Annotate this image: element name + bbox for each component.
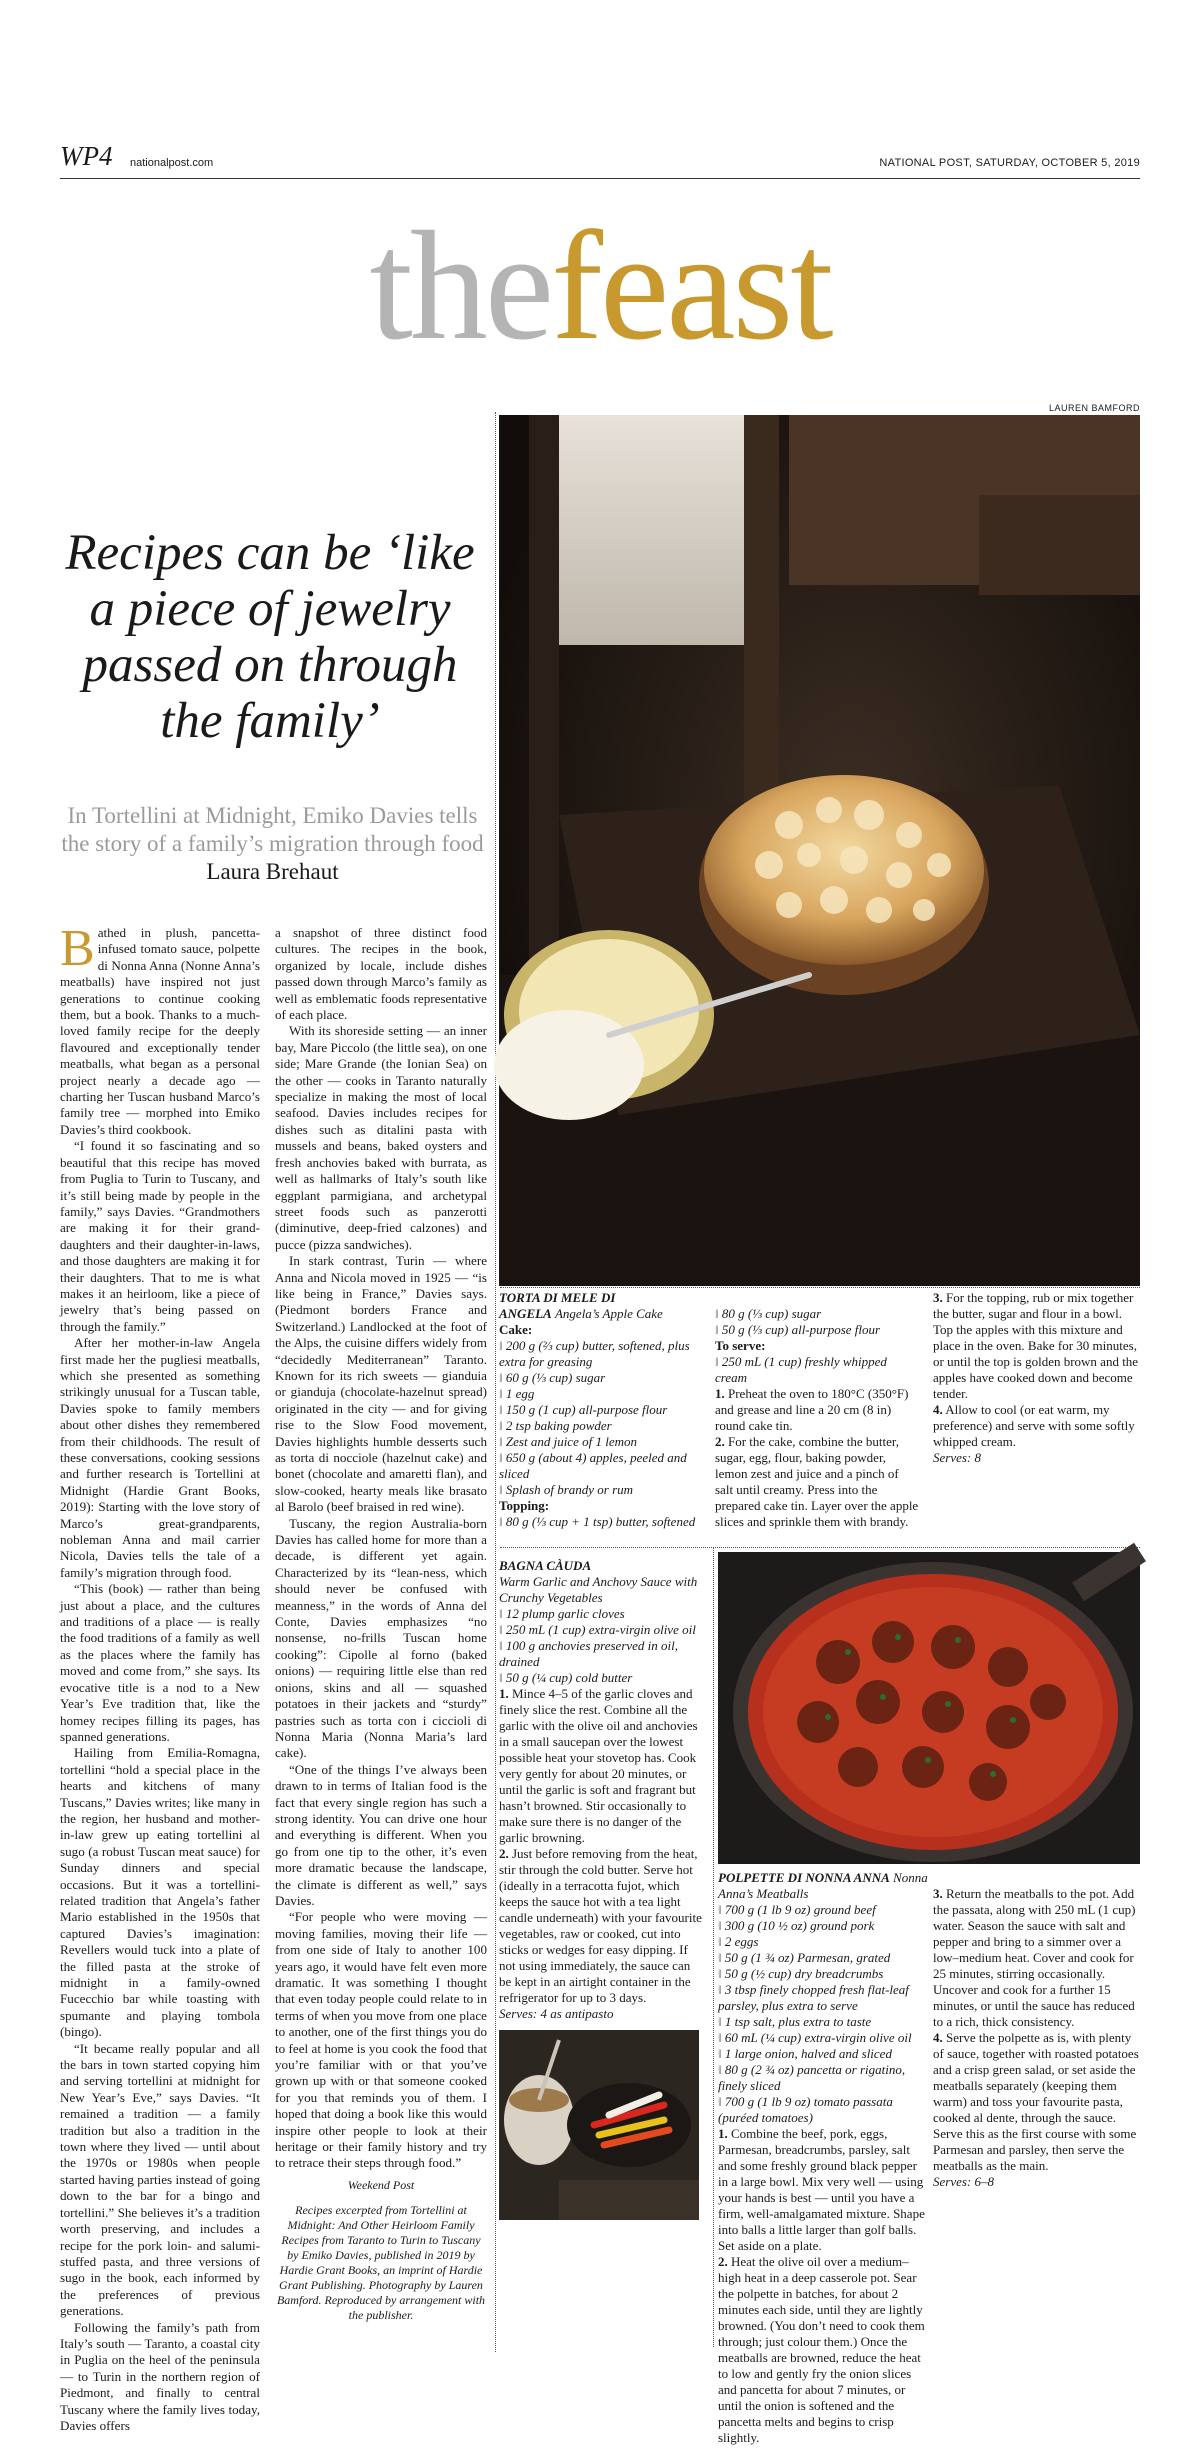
bagna-cauda-recipe: [499, 1558, 704, 2022]
ingredient: ‖ 60 g (⅓ cup) sugar: [499, 1370, 709, 1386]
ingredient: ‖ 1 tsp salt, plus extra to taste: [718, 2014, 928, 2030]
article-column-2: [275, 925, 487, 2320]
ingredient: ‖ 50 g (¼ cup) cold butter: [499, 1670, 704, 1686]
ingredient: ‖ Splash of brandy or rum: [499, 1482, 709, 1498]
ingredient: ‖ 250 mL (1 cup) freshly whipped cream: [715, 1354, 920, 1386]
apple-cake-image: [499, 415, 1140, 1286]
ingredient: ‖ 300 g (10 ½ oz) ground pork: [718, 1918, 928, 1934]
ingredient: ‖ 650 g (about 4) apples, peeled and sliced: [499, 1450, 709, 1482]
apple-cake-recipe-part-3: [933, 1290, 1140, 1466]
recipe-column-divider: [713, 1547, 714, 2347]
recipe-yield: Serves: 4 as antipasto: [499, 2006, 614, 2021]
page-header: [60, 142, 1140, 178]
page-number: WP4: [60, 141, 113, 171]
article-credits: [275, 2178, 487, 2323]
recipe-step: 3. Return the meatballs to the pot. Add the passata, along with 250 mL (1 cup) water. Season the sauce with salt and pepper and bring to a simmer over a low–medium heat. Cover and cook for 25 minutes, stirring occasionally. Uncover and cook for a further 15 minutes, or until the sauce has reduced to a rich, thick consistency.: [933, 1886, 1136, 2029]
meatballs-photo: [718, 1552, 1140, 1864]
article-paragraph: With its shoreside setting — an inner bay, Mare Piccolo (the little sea), on one side; Mare Grande (the Ionian Sea) on the other — cooks in Taranto naturally specialize in making the most of local seafood. Davies includes recipes for dishes such as ditalini pasta with mussels and beans, baked oysters and fresh anchovies baked with burrata, as well as hallmarks of Italy’s south like eggplant parmigiana, and archetypal street foods such as panzerotti (diminutive, deep-fried calzones) and pucce (pizza sandwiches).: [275, 1023, 487, 1252]
ingredient: ‖ 80 g (⅓ cup) sugar: [715, 1306, 920, 1322]
article-paragraph: After her mother-in-law Angela first made her the pugliesi meatballs, which she presented as something strikingly unusual for a Tuscan table, Davies spoke to family members about other dishes they remembered from their childhoods. The result of these conversations, cooking sessions and further research is Tortellini at Midnight (Hardie Grant Books, 2019): Starting with the love story of Marco’s great-grandparents, nobleman Anna and mail carrier Nicola, Davies tells the tale of a family’s migration through food.: [60, 1335, 260, 1580]
polpette-recipe-part-2: [933, 1886, 1140, 2190]
signoff: Weekend Post: [347, 2177, 415, 2192]
article-paragraph: “It became really popular and all the bars in town started copying him and serving tortellini at midnight for New Year’s Eve,” says Davies. “It remained a tradition — a family tradition but also a tradition in the town where they lived — until about the 1970s or 1980s when people started having parties instead of going down to the bar for a bingo and tortellini.” She believes it’s a tradition worth preserving, and includes a recipe for the pork loin- and salumi-stuffed pasta, and three versions of sugo in the book, each informed by the preferences of previous generations.: [60, 2040, 260, 2319]
ingredient: ‖ 50 g (⅓ cup) all-purpose flour: [715, 1322, 920, 1338]
pull-quote: Recipes can be ‘like a piece of jewelry passed on through the family’: [65, 525, 475, 749]
bagna-cauda-image: [499, 2030, 699, 2220]
recipe-step: 2. Just before removing from the heat, stir through the cold butter. Serve hot (ideally in a terracotta fujot, which keeps the sauce hot with a tea light candle underneath) with your favourite vegetables, raw or cooked, cut into sticks or wedges for easy dipping. If not using immediately, the sauce can be kept in an airtight container in the refrigerator for up to 3 days.: [499, 1846, 702, 2005]
polpette-recipe-part-1: [718, 1870, 928, 2446]
byline: Laura Brehaut: [206, 859, 339, 884]
recipe-yield: Serves: 6–8: [933, 2174, 995, 2189]
ingredient: ‖ 12 plump garlic cloves: [499, 1606, 704, 1622]
recipe-title: BAGNA CÀUDA: [499, 1558, 592, 1573]
deck-text: In Tortellini at Midnight, Emiko Davies tells the story of a family’s migration through food: [61, 803, 484, 856]
apple-cake-photo: [499, 415, 1140, 1286]
ingredient: ‖ 50 g (1 ¾ oz) Parmesan, grated: [718, 1950, 928, 1966]
recipe-step: 2. For the cake, combine the butter, sugar, egg, flour, baking powder, lemon zest and juice and a pinch of salt until creamy. Press into the prepared cake tin. Layer over the apple slices and sprinkle them with brandy.: [715, 1434, 919, 1529]
section-masthead: [0, 199, 1200, 372]
apple-cake-recipe-part-1: [499, 1290, 709, 1530]
recipe-step: 3. For the topping, rub or mix together the butter, sugar and flour in a bowl. Top the apples with this mixture and place in the oven. Bake for 30 minutes, or until the top is golden brown and the apples have cooked down and become tender.: [933, 1290, 1139, 1401]
article-paragraph: In stark contrast, Turin — where Anna and Nicola moved in 1925 — “is like being in France,” Davies says. (Piedmont borders France and Switzerland.) Landlocked at the foot of the Alps, the cuisine differs widely from “decidedly Mediterranean” Taranto. Known for its rich sweets — gianduia or gianduja (chocolate-hazelnut spread) originated in the city — and for giving rise to the Slow Food movement, Davies highlights humble desserts such as torta di nocciole (hazelnut cake) and bonet (chocolate and amaretti flan), and slow-cooked, hearty meals like brasato al Barolo (beef braised in red wine).: [275, 1253, 487, 1515]
masthead-feast: feast: [551, 199, 831, 372]
dateline: NATIONAL POST, SATURDAY, OCTOBER 5, 2019: [879, 157, 1140, 169]
recipe-step: 2. Heat the olive oil over a medium–high heat in a deep casserole pot. Sear the polpette in batches, for about 2 minutes each side, until they are lightly browned. (You don’t need to cook them through; just colour them.) Once the meatballs are browned, reduce the heat to low and gently fry the onion slices and pancetta for about 7 minutes, or until the onion is softened and the pancetta melts and begins to crisp slightly.: [718, 2254, 925, 2445]
recipe-subtitle: Nonna Anna’s Meatballs: [718, 1870, 928, 1901]
article-paragraph: “For people who were moving — moving families, moving their life — from one side of Italy to another 100 years ago, it would have felt even more dramatic. It was something I thought that even today people could relate to in terms of when you move from one place to another, one of the first things you do to feel at home is you cook the food that you’re familiar with or that you’ve grown up with or that someone cooked for you that reminds you of them. I hoped that doing a book like this would inspire other people to look at their heritage or their family history and try to retrace their steps through food.”: [275, 1909, 487, 2171]
ingredient: ‖ 700 g (1 lb 9 oz) ground beef: [718, 1902, 928, 1918]
ingredient: ‖ 1 large onion, halved and sliced: [718, 2046, 928, 2062]
ingredient: ‖ 60 mL (¼ cup) extra-virgin olive oil: [718, 2030, 928, 2046]
ingredient: ‖ 150 g (1 cup) all-purpose flour: [499, 1402, 709, 1418]
article-paragraph: Following the family’s path from Italy’s south — Taranto, a coastal city in Puglia on the heel of the peninsula — to Turin in the northern region of Piedmont, and finally to central Tuscany where the family lives today, Davies offers: [60, 2319, 260, 2433]
ingredient: ‖ Zest and juice of 1 lemon: [499, 1434, 709, 1450]
article-paragraph: Tuscany, the region Australia-born Davies has called home for more than a decade, is different yet again. Characterized by its “lean-ness, which should never be confused with meanness,” in the words of Anna del Conte, Davies emphasizes “no nonsense, no-frills Tuscan home cooking”: Cipolle al forno (baked onions) — requiring little else than red onions, skins and all — squashed potatoes in their jackets and “sturdy” pastries such as torta con i ciccioli di Nonna Maria (Nonna Maria’s lard cake).: [275, 1515, 487, 1761]
article-paragraph: a snapshot of three distinct food cultures. The recipes in the book, organized by locale, include dishes passed down through Marco’s family as well as emblematic foods representative of each place.: [275, 925, 487, 1023]
book-credit: Recipes excerpted from Tortellini at Midnight: And Other Heirloom Family Recipes from Taranto to Turin to Tuscany by Emiko Davies, published in 2019 by Hardie Grant Books, an imprint of Hardie Grant Publishing. Photography by Lauren Bamford. Reproduced by arrangement with the publisher.: [276, 2202, 486, 2322]
article-paragraph: “One of the things I’ve always been drawn to in terms of Italian food is the fact that every single region has such a strong identity. You can drive one hour and everything is different. When you go from one tip to the other, it’s even more dramatic because the landscape, the climate is different as well,” says Davies.: [275, 1761, 487, 1908]
ingredient: ‖ 250 mL (1 cup) extra-virgin olive oil: [499, 1622, 704, 1638]
recipe-step: 1. Combine the beef, pork, eggs, Parmesan, breadcrumbs, parsley, salt and some freshly ground black pepper in a large bowl. Mix very well — using your hands is best — until you have a firm, well-amalgamated mixture. Shape into balls a little larger than golf balls. Set aside on a plate.: [718, 2126, 925, 2253]
recipe-subtitle: Warm Garlic and Anchovy Sauce with Crunchy Vegetables: [499, 1574, 698, 1605]
photo-bottom-rule: [500, 1287, 1140, 1288]
ingredient: ‖ 80 g (2 ¾ oz) pancetta or rigatino, finely sliced: [718, 2062, 928, 2094]
recipe-divider-rule: [500, 1547, 1140, 1548]
recipe-step: 1. Mince 4–5 of the garlic cloves and finely slice the rest. Combine all the garlic with the olive oil and anchovies in a small saucepan over the lowest possible heat your stovetop has. Cook very gently for about 20 minutes, or until the garlic is soft and fragrant but hasn’t browned. Stir occasionally to make sure there is no danger of the garlic browning.: [499, 1686, 698, 1845]
column-divider: [495, 412, 496, 2352]
ingredient: ‖ 2 tsp baking powder: [499, 1418, 709, 1434]
header-rule: [60, 178, 1140, 179]
photo-credit: LAUREN BAMFORD: [1048, 403, 1140, 413]
article-column-1: [60, 920, 260, 2433]
article-paragraph: “I found it so fascinating and so beautiful that this recipe has moved from Puglia to Turin to Tuscany, and it’s still being made by people in the family,” says Davies. “Grandmothers are making it for their grand-daughters and their daughter-in-laws, and those daughters are making it for their daughters. That to me is what makes it an heirloom, like a piece of jewelry that’s being passed on through the family.”: [60, 1138, 260, 1334]
ingredient: ‖ 50 g (½ cup) dry breadcrumbs: [718, 1966, 928, 1982]
ingredient: ‖ 2 eggs: [718, 1934, 928, 1950]
ingredient: ‖ 700 g (1 lb 9 oz) tomato passata (puréed tomatoes): [718, 2094, 928, 2126]
ingredient-group-label: Topping:: [499, 1498, 550, 1513]
bagna-cauda-photo: [499, 2030, 699, 2220]
recipe-title: TORTA DI MELE DI ANGELA: [499, 1290, 616, 1321]
article-deck: [60, 802, 485, 886]
article-paragraph: Hailing from Emilia-Romagna, tortellini “hold a special place in the hearts and kitchens of many Tuscans,” Davies writes; like many in the region, her husband and mother-in-law grew up eating tortellini al sugo (a robust Tuscan meat sauce) for Sunday dinners and special occasions. But it was a tortellini-related tradition that Angela’s father Mario established in the 1950s that captured Davies’s imagination: Revellers would tuck into a plate of the filled pasta at the stroke of midnight in a family-owned Fucecchio bar while toasting with spumante and playing tombola (bingo).: [60, 1745, 260, 2040]
ingredient: ‖ 100 g anchovies preserved in oil, drained: [499, 1638, 704, 1670]
site-url[interactable]: nationalpost.com: [130, 157, 214, 169]
recipe-subtitle: Angela’s Apple Cake: [554, 1306, 663, 1321]
article-paragraph: “This (book) — rather than being just about a place, and the cultures and traditions of a place — is really the food traditions of a family as well as the places where the family has moved and come from,” she says. Its evocative title is a nod to a New Year’s Eve tradition that, like the homey recipes filling its pages, has spanned generations.: [60, 1581, 260, 1744]
ingredient: ‖ 80 g (⅓ cup + 1 tsp) butter, softened: [499, 1514, 709, 1530]
ingredient-group-label: To serve:: [715, 1338, 766, 1353]
drop-cap: B: [60, 920, 95, 977]
article-paragraph: athed in plush, pancetta-infused tomato sauce, polpette di Nonna Anna (Nonne Anna’s meatballs) have inspired not just generations to continue cooking them, but a book. Thanks to a much-loved family recipe for the deeply flavoured and exceptionally tender meatballs, what began as a personal project nearly a decade ago — charting her Tuscan husband Marco’s family tree — morphed into Emiko Davies’s third cookbook.: [60, 925, 260, 1137]
ingredient: ‖ 200 g (⅔ cup) butter, softened, plus extra for greasing: [499, 1338, 709, 1370]
recipe-step: 4. Allow to cool (or eat warm, my preference) and serve with some softly whipped cream.: [933, 1402, 1135, 1449]
ingredient-group-label: Cake:: [499, 1322, 533, 1337]
masthead-the: the: [369, 199, 552, 372]
recipe-yield: Serves: 8: [933, 1450, 982, 1465]
recipe-step: 4. Serve the polpette as is, with plenty of sauce, together with roasted potatoes and a crisp green salad, or set aside the meatballs separately (keeping them warm) and toss your favourite pasta, cooked al dente, through the sauce. Serve this as the first course with some Parmesan and parsley, then serve the meatballs as the main.: [933, 2030, 1139, 2173]
recipe-step: 1. Preheat the oven to 180°C (350°F) and grease and line a 20 cm (8 in) round cake tin.: [715, 1386, 909, 1433]
ingredient: ‖ 1 egg: [499, 1386, 709, 1402]
meatballs-image: [718, 1552, 1140, 1864]
apple-cake-recipe-part-2: [715, 1306, 920, 1530]
recipe-title: POLPETTE DI NONNA ANNA: [718, 1870, 890, 1885]
ingredient: ‖ 3 tbsp finely chopped fresh flat-leaf parsley, plus extra to serve: [718, 1982, 928, 2014]
